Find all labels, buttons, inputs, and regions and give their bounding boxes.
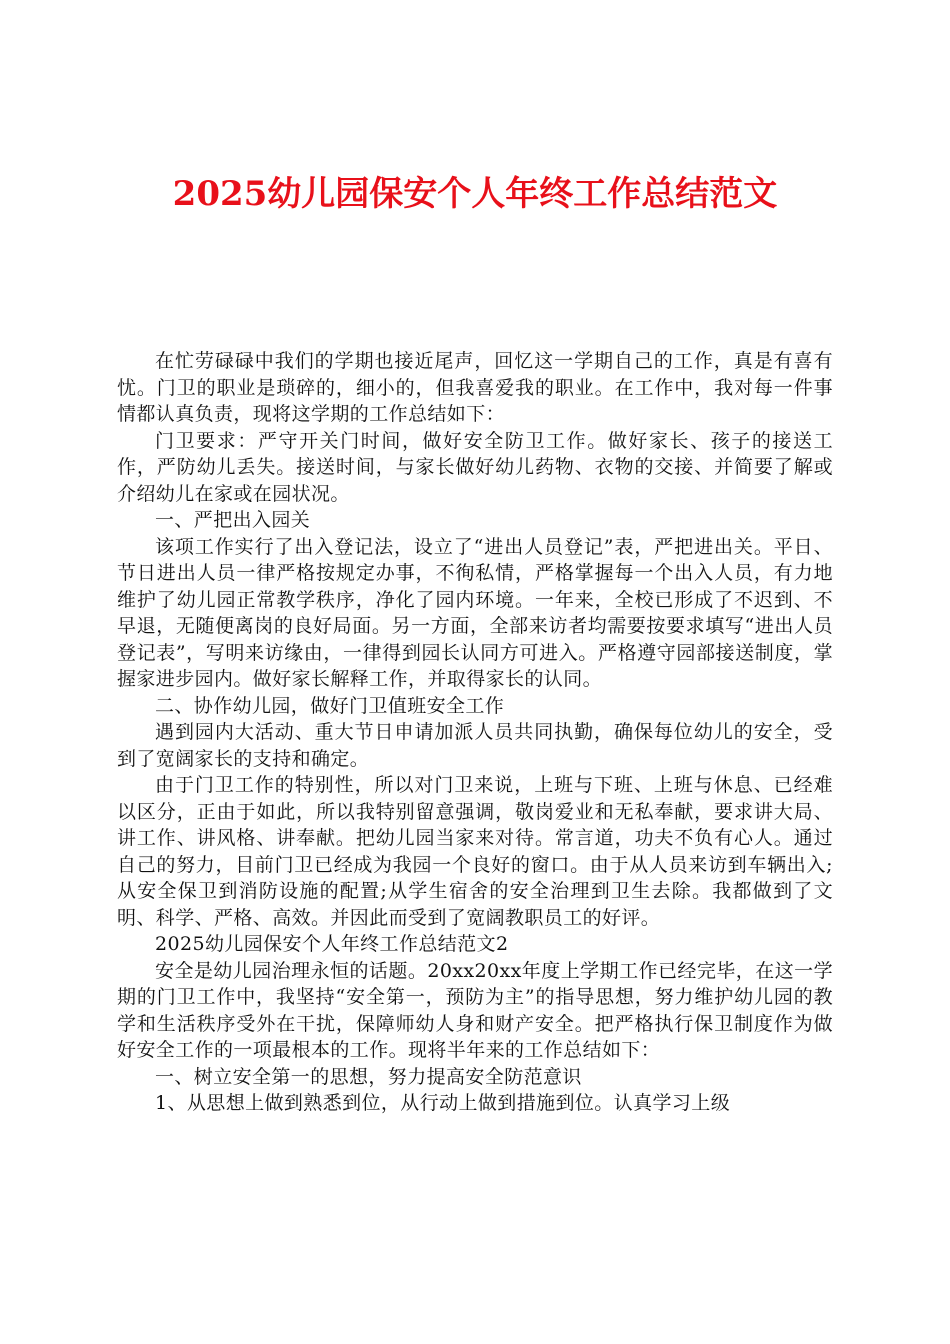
paragraph: 门卫要求：严守开关门时间，做好安全防卫工作。做好家长、孩子的接送工作，严防幼儿丢失。接送时间，与家长做好幼儿药物、衣物的交接、并简要了解或介绍幼儿在家或在园状况。 — [117, 429, 833, 505]
paragraph: 1、从思想上做到熟悉到位，从行动上做到措施到位。认真学习上级 — [155, 1092, 731, 1114]
paragraph: 安全是幼儿园治理永恒的话题。20xx20xx年度上学期工作已经完毕，在这一学期的门卫工作中，我坚持“安全第一，预防为主”的指导思想，努力维护幼儿园的教学和生活秩序受外在干扰，保障师幼人身和财产安全。把严格执行保卫制度作为做好安全工作的一项最根本的工作。现将半年来的工作总结如下： — [117, 959, 833, 1061]
paragraph: 在忙劳碌碌中我们的学期也接近尾声，回忆这一学期自己的工作，真是有喜有忧。门卫的职业是琐碎的，细小的，但我喜爱我的职业。在工作中，我对每一件事情都认真负责，现将这学期的工作总结如下： — [117, 350, 833, 425]
paragraph: 遇到园内大活动、重大节日申请加派人员共同执勤，确保每位幼儿的安全，受到了宽阔家长的支持和确定。 — [117, 721, 833, 770]
section-heading: 二、协作幼儿园，做好门卫值班安全工作 — [155, 694, 505, 717]
paragraph: 该项工作实行了出入登记法，设立了“进出人员登记”表，严把进出关。平日、节日进出人员一律严格按规定办事，不徇私情，严格掌握每一个出入人员，有力地维护了幼儿园正常教学秩序，净化了园内环境。一年来，全校已形成了不迟到、不早退，无随便离岗的良好局面。另一方面，全部来访者均需要按要求填写“进出人员登记表”，写明来访缘由，一律得到园长认同方可进入。严格遵守园部接送制度，掌握家进步园内。做好家长解释工作，并取得家长的认同。 — [117, 535, 833, 690]
section-heading: 一、树立安全第一的思想，努力提高安全防范意识 — [155, 1065, 582, 1088]
document-body — [117, 348, 833, 1117]
section-heading: 一、严把出入园关 — [155, 509, 311, 531]
paragraph: 由于门卫工作的特别性，所以对门卫来说，上班与下班、上班与休息、已经难以区分，正由于如此，所以我特别留意强调，敬岗爱业和无私奉献，要求讲大局、讲工作、讲风格、讲奉献。把幼儿园当家来对待。常言道，功夫不负有心人。通过自己的努力，目前门卫已经成为我园一个良好的窗口。由于从人员来访到车辆出入;从安全保卫到消防设施的配置;从学生宿舍的安全治理到卫生去除。我都做到了文明、科学、严格、高效。并因此而受到了宽阔教职员工的好评。 — [117, 774, 833, 929]
subtitle: 2025幼儿园保安个人年终工作总结范文2 — [155, 933, 509, 955]
document-title: 2025幼儿园保安个人年终工作总结范文 — [172, 174, 778, 214]
